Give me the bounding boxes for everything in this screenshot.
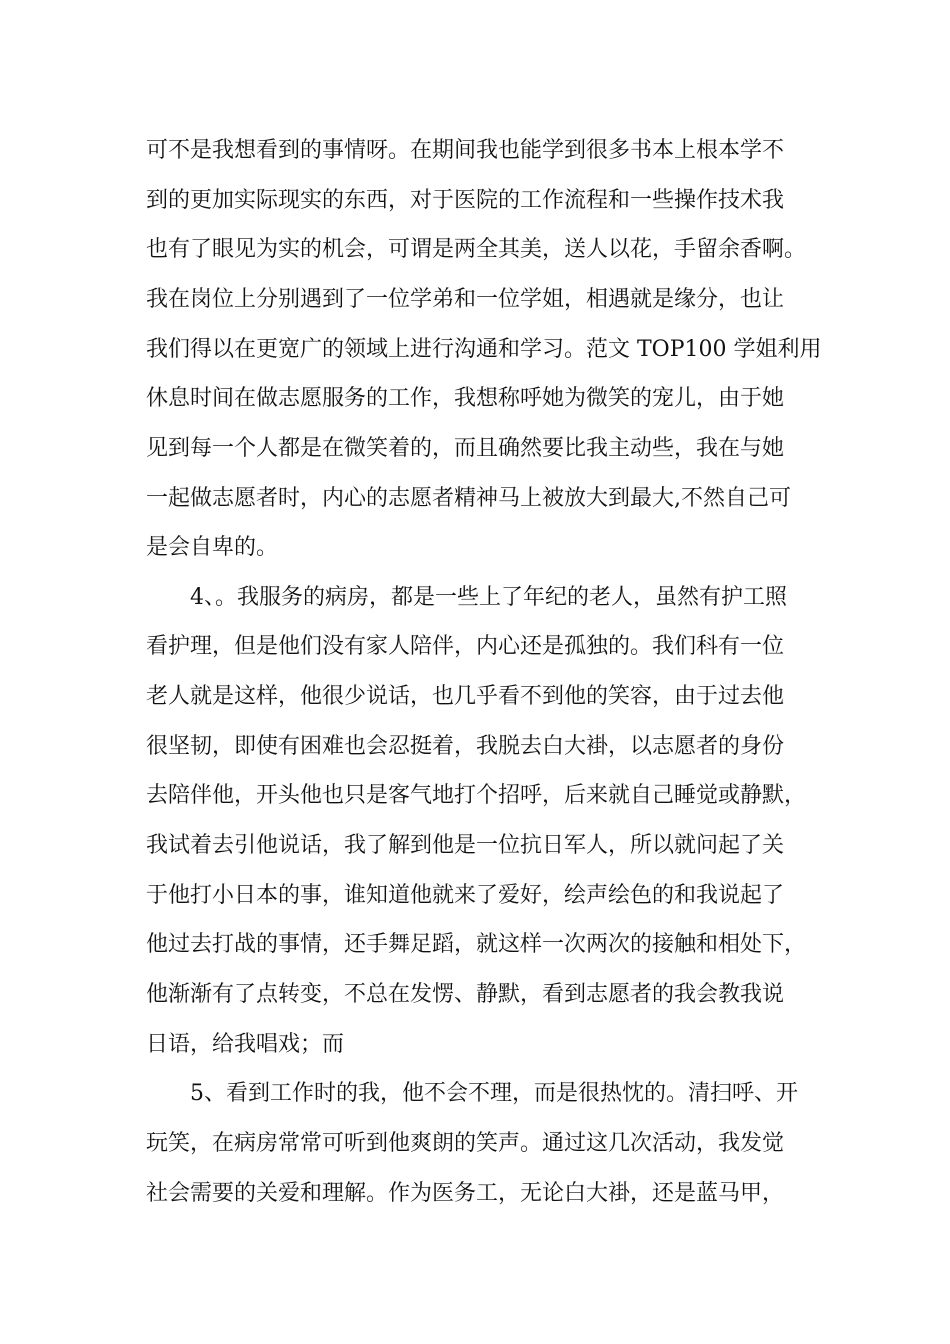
text-line-21: 玩笑，在病房常常可听到他爽朗的笑声。通过这几次活动，我发觉 (146, 1131, 785, 1156)
text-line-7: 见到每一个人都是在微笑着的，而且确然要比我主动些，我在与她 (146, 436, 785, 461)
text-line-9: 是会自卑的。 (146, 535, 279, 560)
text-line-13: 很坚韧，即使有困难也会忍挺着，我脱去白大褂，以志愿者的身份 (146, 734, 785, 759)
text-line-5: 我们得以在更宽广的领域上进行沟通和学习。范文 TOP100 学姐利用 (146, 337, 822, 362)
text-line-6: 休息时间在做志愿服务的工作，我想称呼她为微笑的宠儿，由于她 (146, 386, 785, 411)
text-line-4: 我在岗位上分别遇到了一位学弟和一位学姐，相遇就是缘分，也让 (146, 287, 785, 312)
text-line-14: 去陪伴他，开头他也只是客气地打个招呼，后来就自己睡觉或静默， (146, 783, 807, 808)
text-line-16: 于他打小日本的事，谁知道他就来了爱好，绘声绘色的和我说起了 (146, 883, 785, 908)
text-line-22: 社会需要的关爱和理解。作为医务工，无论白大褂，还是蓝马甲， (146, 1181, 785, 1206)
text-line-2: 到的更加实际现实的东西，对于医院的工作流程和一些操作技术我 (146, 188, 785, 213)
paragraph-5-start: 5、看到工作时的我，他不会不理，而是很热忱的。清扫呼、开 (190, 1081, 798, 1106)
text-line-15: 我试着去引他说话，我了解到他是一位抗日军人，所以就问起了关 (146, 833, 785, 858)
text-line-19: 日语，给我唱戏；而 (146, 1032, 345, 1057)
text-line-3: 也有了眼见为实的机会，可谓是两全其美，送人以花，手留余香啊。 (146, 237, 807, 262)
paragraph-4-start: 4、。我服务的病房，都是一些上了年纪的老人，虽然有护工照 (190, 585, 787, 610)
text-line-17: 他过去打战的事情，还手舞足蹈，就这样一次两次的接触和相处下， (146, 932, 807, 957)
text-line-11: 看护理，但是他们没有家人陪伴，内心还是孤独的。我们科有一位 (146, 634, 785, 659)
text-line-12: 老人就是这样，他很少说话，也几乎看不到他的笑容，由于过去他 (146, 684, 785, 709)
text-line-18: 他渐渐有了点转变，不总在发愣、静默，看到志愿者的我会教我说 (146, 982, 785, 1007)
text-line-8: 一起做志愿者时，内心的志愿者精神马上被放大到最大,不然自己可 (146, 486, 791, 511)
text-line-1: 可不是我想看到的事情呀。在期间我也能学到很多书本上根本学不 (146, 138, 785, 163)
